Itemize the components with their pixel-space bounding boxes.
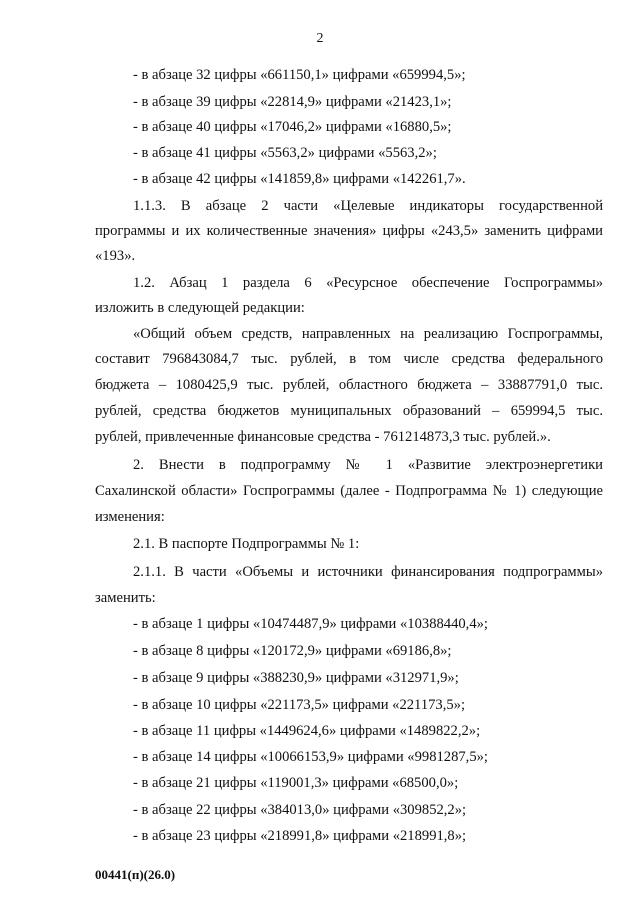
amendment-line: - в абзаце 9 цифры «388230,9» цифрами «312971,9»;	[133, 670, 459, 686]
document-code: 00441(п)(26.0)	[95, 867, 176, 882]
quote-line: бюджета – 1080425,9 тыс. рублей, областного бюджета – 33887791,0 тыс.	[95, 377, 603, 393]
paragraph-line: заменить:	[95, 590, 156, 606]
quote-line: рублей, привлеченные финансовые средства - 761214873,3 тыс. рублей.».	[95, 429, 551, 445]
amendment-line: - в абзаце 39 цифры «22814,9» цифрами «21423,1»;	[133, 94, 452, 110]
amendment-line: - в абзаце 8 цифры «120172,9» цифрами «69186,8»;	[133, 643, 452, 659]
amendment-line: - в абзаце 32 цифры «661150,1» цифрами «659994,5»;	[133, 67, 466, 83]
paragraph-line: 1.2. Абзац 1 раздела 6 «Ресурсное обеспечение Госпрограммы»	[133, 275, 603, 291]
quote-line: составит 796843084,7 тыс. рублей, в том числе средства федерального	[95, 351, 603, 367]
paragraph-line: 1.1.3. В абзаце 2 части «Целевые индикаторы государственной	[133, 198, 603, 214]
paragraph-line: 2. Внести в подпрограмму № 1 «Развитие электроэнергетики	[133, 457, 603, 473]
page-number: 2	[316, 31, 324, 46]
amendment-line: - в абзаце 42 цифры «141859,8» цифрами «142261,7».	[133, 171, 466, 187]
paragraph-line: изложить в следующей редакции:	[95, 300, 305, 316]
quote-line: «Общий объем средств, направленных на реализацию Госпрограммы,	[133, 326, 603, 342]
quote-line: рублей, средства бюджетов муниципальных образований – 659994,5 тыс.	[95, 403, 603, 419]
paragraph-line: «193».	[95, 248, 136, 264]
amendment-line: - в абзаце 22 цифры «384013,0» цифрами «309852,2»;	[133, 802, 467, 818]
paragraph-line: 2.1. В паспорте Подпрограммы № 1:	[133, 536, 360, 552]
paragraph-line: 2.1.1. В части «Объемы и источники финансирования подпрограммы»	[133, 564, 603, 580]
paragraph-line: изменения:	[95, 509, 165, 525]
amendment-line: - в абзаце 11 цифры «1449624,6» цифрами «1489822,2»;	[133, 723, 481, 739]
paragraph-line: программы и их количественные значения» цифры «243,5» заменить цифрами	[95, 223, 603, 239]
amendment-line: - в абзаце 21 цифры «119001,3» цифрами «68500,0»;	[133, 775, 459, 791]
paragraph-line: Сахалинской области» Госпрограммы (далее - Подпрограмма № 1) следующие	[95, 483, 603, 499]
amendment-line: - в абзаце 14 цифры «10066153,9» цифрами «9981287,5»;	[133, 749, 488, 765]
amendment-line: - в абзаце 10 цифры «221173,5» цифрами «221173,5»;	[133, 697, 466, 713]
amendment-line: - в абзаце 1 цифры «10474487,9» цифрами «10388440,4»;	[133, 616, 488, 632]
amendment-line: - в абзаце 40 цифры «17046,2» цифрами «16880,5»;	[133, 119, 452, 135]
amendment-line: - в абзаце 41 цифры «5563,2» цифрами «5563,2»;	[133, 145, 437, 161]
amendment-line: - в абзаце 23 цифры «218991,8» цифрами «218991,8»;	[133, 828, 467, 844]
